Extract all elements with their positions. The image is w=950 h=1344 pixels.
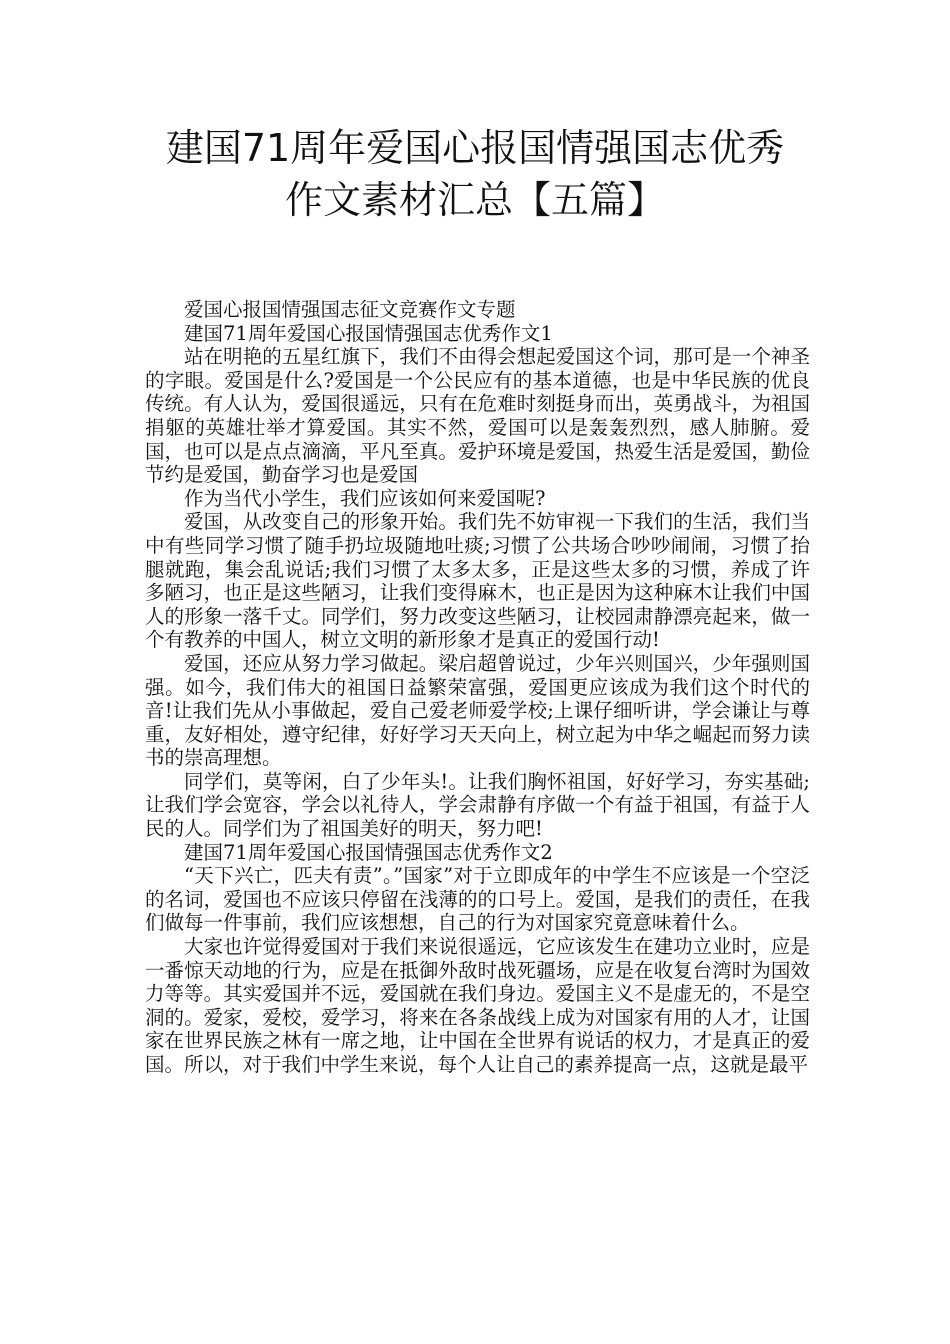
subtitle-heading: 爱国心报国情强国志征文竞赛作文专题	[184, 298, 516, 321]
paragraph: 爱国，从改变自己的形象开始。我们先不妨审视一下我们的生活，我们当中有些同学习惯了随手扔垃圾随地吐痰;习惯了公共场合吵吵闹闹，习惯了抬腿就跑，集会乱说话;我们习惯了太多太多，正是这些太多的习惯，养成了许多陋习，也正是这些陋习，让我们变得麻木，也正是因为这种麻木让我们中国人的形象一落千丈。同学们，努力改变这些陋习，让校园肃静漂亮起来，做一个有教养的中国人，树立文明的新形象才是真正的爱国行动!	[145, 510, 810, 652]
document-title	[100, 122, 850, 226]
paragraph: 大家也许觉得爱国对于我们来说很遥远，它应该发生在建功立业时，应是一番惊天动地的行为，应是在抵御外敌时战死疆场，应是在收复台湾时为国效力等等。其实爱国并不远，爱国就在我们身边。爱国主义不是虚无的，不是空洞的。爱家，爱校，爱学习，将来在各条战线上成为对国家有用的人才，让国家在世界民族之林有一席之地，让中国在全世界有说话的权力，才是真正的爱国。所以，对于我们中学生来说，每个人让自己的素养提高一点，这就是最平	[145, 935, 810, 1076]
essay-1-heading: 建国71周年爱国心报国情强国志优秀作文1	[184, 321, 553, 345]
paragraph: 同学们，莫等闲，白了少年头!。让我们胸怀祖国，好好学习，夯实基础;让我们学会宽容，学会以礼待人，学会肃静有序做一个有益于祖国，有益于人民的人。同学们为了祖国美好的明天，努力吧!	[145, 769, 810, 841]
paragraph: 作为当代小学生，我们应该如何来爱国呢?	[184, 486, 546, 510]
paragraph: 爱国，还应从努力学习做起。梁启超曾说过，少年兴则国兴，少年强则国强。如今，我们伟大的祖国日益繁荣富强，爱国更应该成为我们这个时代的音!让我们先从小事做起，爱自己爱老师爱学校;上课仔细听讲，学会谦让与尊重，友好相处，遵守纪律，好好学习天天向上，树立起为中华之崛起而努力读书的崇高理想。	[145, 651, 810, 770]
title-line-1: 建国71周年爱国心报国情强国志优秀	[165, 126, 785, 170]
title-line-2: 作文素材汇总【五篇】	[284, 178, 665, 222]
paragraph: 站在明艳的五星红旗下，我们不由得会想起爱国这个词，那可是一个神圣的字眼。爱国是什么?爱国是一个公民应有的基本道德，也是中华民族的优良传统。有人认为，爱国很遥远，只有在危难时刻挺身而出，英勇战斗，为祖国捐躯的英雄壮举才算爱国。其实不然，爱国可以是轰轰烈烈，感人肺腑。爱国，也可以是点点滴滴，平凡至真。爱护环境是爱国，热爱生活是爱国，勤俭节约是爱国，勤奋学习也是爱国	[145, 345, 810, 487]
essay-2-heading: 建国71周年爱国心报国情强国志优秀作文2	[184, 840, 553, 864]
paragraph: “天下兴亡，匹夫有责”。”国家”对于立即成年的中学生不应该是一个空泛的名词，爱国也不应该只停留在浅薄的的口号上。爱国，是我们的责任，在我们做每一件事前，我们应该想想，自己的行为对国家究竟意味着什么。	[145, 864, 810, 935]
document-body	[145, 298, 810, 1077]
